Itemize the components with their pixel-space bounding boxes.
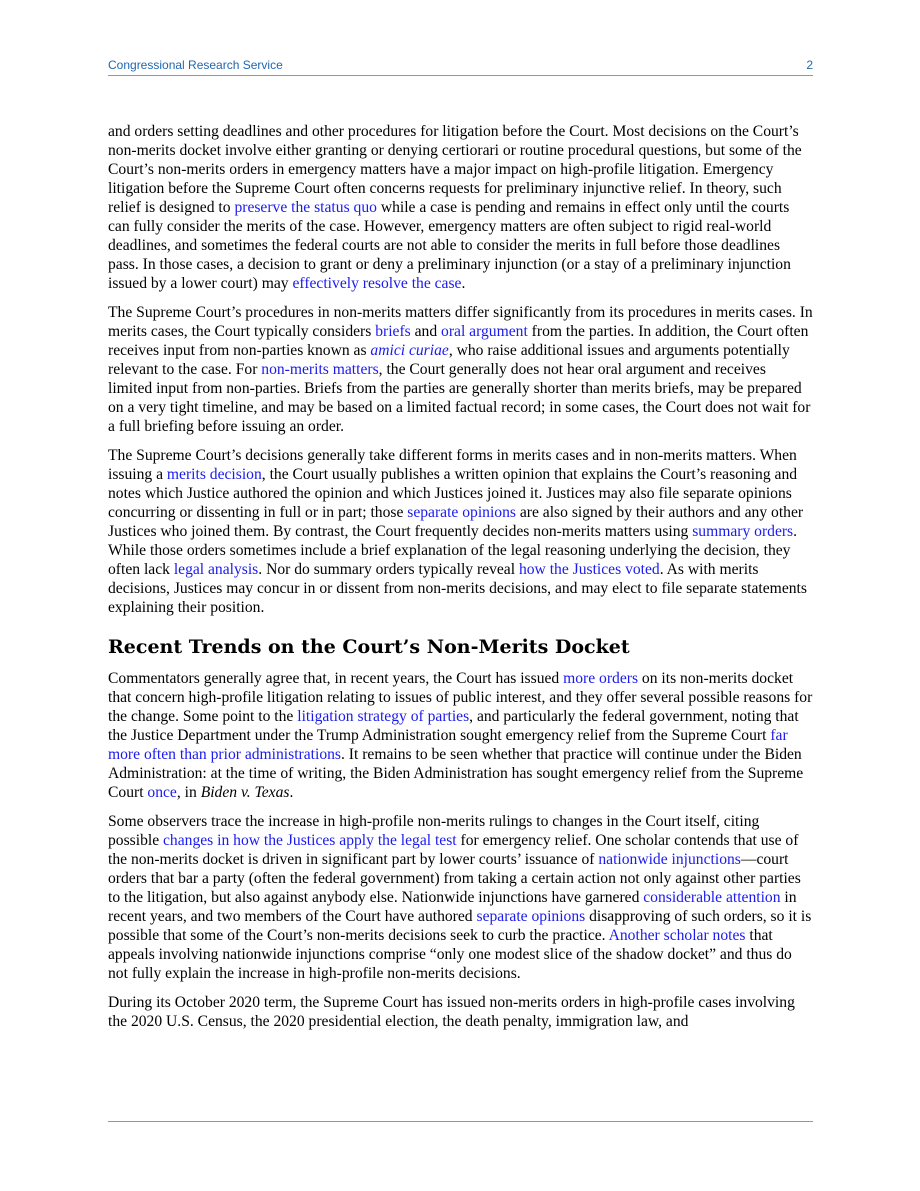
text-run: , the Court generally does not hear oral argument and receives limited input from non-parties. Briefs from the parties are generally shorter than merits briefs, may be prepared on a very tight timeline, and may be based on a limited factual record; in some cases, the Court does not wait for a full briefing before issuing an order. [108,361,811,435]
link-merits-decision[interactable]: merits decision [166,466,262,483]
paragraph-6 [108,993,813,1031]
text-run: . It remains to be seen whether that practice will continue under the Biden Administration: at the time of writing, the Biden Administration has sought emergency relief from the Supreme Court [108,746,804,801]
link-summary-orders[interactable]: summary orders [692,523,794,540]
text-run: . While those orders sometimes include a brief explanation of the legal reasoning underlying the decision, they often lack [108,523,798,578]
link-once[interactable]: once [147,784,177,801]
text-run: are also signed by their authors and any other Justices who joined them. By contrast, the Court frequently decides non-merits matters using [108,504,804,540]
document-body [108,122,813,1041]
link-how-justices-voted[interactable]: how the Justices voted [518,561,660,578]
text-run: and orders setting deadlines and other procedures for litigation before the Court. Most decisions on the Court’s non-merits docket involve either granting or denying certiorari or routine procedural questions, but some of the Court’s non-merits orders in emergency matters have a major impact on high-profile litigation. Emergency litigation before the Supreme Court often concerns requests for preliminary injunctive relief. In theory, such relief is designed to [108,123,802,216]
text-run: Some observers trace the increase in high-profile non-merits rulings to changes in the Court itself, citing possible [108,813,760,849]
link-separate-opinions-2[interactable]: separate opinions [476,908,586,925]
link-amici-curiae[interactable]: amici curiae [370,342,449,359]
section-heading: Recent Trends on the Court’s Non-Merits Docket [108,636,630,658]
text-run: . Nor do summary orders typically reveal [258,561,519,578]
text-run: . [289,784,294,801]
text-run: while a case is pending and remains in effect only until the courts can fully consider the merits of the case. However, emergency matters are often subject to rigid real-world deadlines, and sometimes the federal courts are not able to consider the merits in full before those deadlines pass. In those cases, a decision to grant or deny a preliminary injunction (or a stay of a preliminary injunction issued by a lower court) may [108,199,791,292]
link-changes-legal-test[interactable]: changes in how the Justices apply the legal test [163,832,457,849]
link-nationwide-injunctions[interactable]: nationwide injunctions [598,851,741,868]
text-run: , the Court usually publishes a written opinion that explains the Court’s reasoning and notes which Justice authored the opinion and which Justices joined it. Justices may also file separate opinions concurring or dissenting in full or in part; those [108,466,798,521]
link-far-more-often[interactable]: far more often than prior administrations [108,727,788,763]
text-run: , who raise additional issues and arguments potentially relevant to the case. For [108,342,790,378]
text-run: disapproving of such orders, so it is possible that some of the Court’s non-merits decisions seek to curb the practice. [108,908,812,944]
link-oral-argument[interactable]: oral argument [441,323,528,340]
text-run: . As with merits decisions, Justices may concur in or dissent from non-merits decisions, and may elect to file separate statements explaining their position. [108,561,807,616]
link-another-scholar[interactable]: Another scholar notes [608,927,746,944]
link-preserve-status-quo[interactable]: preserve the status quo [234,199,377,216]
link-briefs[interactable]: briefs [375,323,411,340]
paragraph-1 [108,122,813,293]
text-run: and [410,323,442,340]
paragraph-4 [108,669,813,802]
text-run: , in [176,784,201,801]
text-run: During its October 2020 term, the Supreme Court has issued non-merits orders in high-profile cases involving the 2020 U.S. Census, the 2020 presidential election, the death penalty, immigration law, and [108,994,795,1030]
link-separate-opinions[interactable]: separate opinions [407,504,516,521]
text-run: Commentators generally agree that, in recent years, the Court has issued [108,670,564,687]
text-run: from the parties. In addition, the Court often receives input from non-parties known as [108,323,809,359]
text-run: that appeals involving nationwide injunctions comprise “only one modest slice of the shadow docket” and thus do not fully explain the increase in high-profile non-merits decisions. [108,927,792,982]
text-run: , and particularly the federal government, noting that the Justice Department under the Trump Administration sought emergency relief from the Supreme Court [108,708,799,744]
link-considerable-attention[interactable]: considerable attention [643,889,781,906]
text-run: —court orders that bar a party (often the federal government) from taking a certain action not only against other parties to the litigation, but also against anybody else. Nationwide injunctions have garnered [108,851,801,906]
link-non-merits-matters[interactable]: non-merits matters [261,361,379,378]
header-divider [108,75,813,76]
paragraph-3 [108,446,813,617]
link-more-orders[interactable]: more orders [563,670,639,687]
footer-divider [108,1121,813,1122]
paragraph-2 [108,303,813,436]
link-litigation-strategy[interactable]: litigation strategy of parties [297,708,470,725]
text-run: The Supreme Court’s procedures in non-merits matters differ significantly from its procedures in merits cases. In merits cases, the Court typically considers [108,304,813,340]
header-publisher: Congressional Research Service [108,58,283,72]
text-run: for emergency relief. One scholar contends that use of the non-merits docket is driven in significant part by lower courts’ issuance of [108,832,799,868]
link-legal-analysis[interactable]: legal analysis [173,561,259,578]
text-run: The Supreme Court’s decisions generally take different forms in merits cases and in non-merits matters. When issuing a [108,447,797,483]
text-run: on its non-merits docket that concern high-profile litigation relating to issues of public interest, and they offer several possible reasons for the change. Some point to the [108,670,813,725]
text-run: . [461,275,466,292]
case-name: Biden v. Texas [200,784,290,801]
text-run: in recent years, and two members of the Court have authored [108,889,797,925]
paragraph-5 [108,812,813,983]
running-header [108,58,813,74]
link-effectively-resolve-case[interactable]: effectively resolve the case [292,275,462,292]
page-number: 2 [806,58,813,72]
